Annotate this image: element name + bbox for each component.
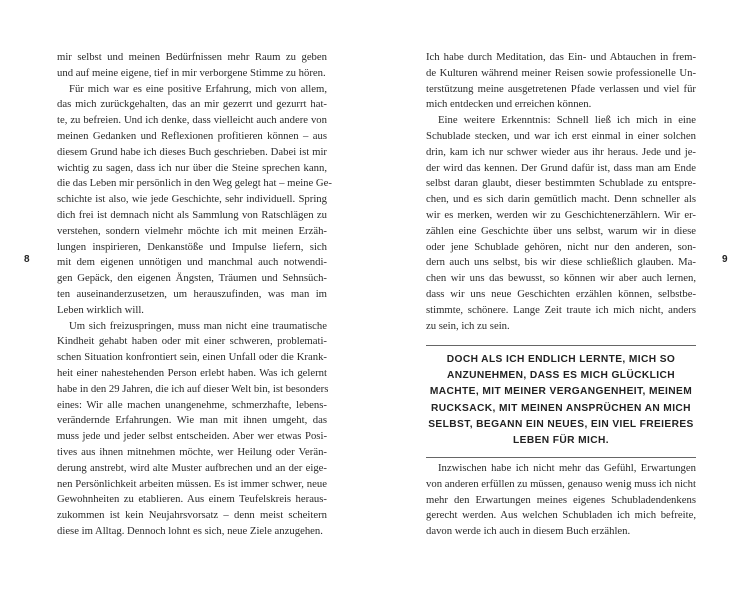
text-line: drin, kam ich nur schwer wieder aus ihr heraus. Jede und je- (426, 145, 696, 158)
text-line: Inzwischen habe ich nicht mehr das Gefühl, Erwartungen (438, 462, 696, 474)
text-line: Ich habe durch Meditation, das Ein- und Abtauchen in frem- (426, 51, 696, 63)
text-line: wir es merken, werden wir zu Geschichtenerzählern. Wir er- (426, 208, 696, 221)
text-line: zählen eine Geschichte über uns selbst, warum wir in diese (426, 224, 696, 237)
text-line: gen Gepäck, den eigenen Ängsten, Träumen und Sehnsüch- (57, 272, 327, 285)
text-line: schen Situation konfrontiert sein, einen Unfall oder die Krank- (57, 351, 327, 364)
text-line: davon werde ich auch in diesem Buch erzählen. (426, 525, 631, 538)
right-page (376, 0, 752, 600)
text-line: chen, und es sich darin gemütlich macht. Denn schneller als (426, 193, 696, 206)
text-line: schichte ist also, wie jede Geschichte, sehr individuell. Spring (57, 193, 327, 206)
left-page-body (57, 50, 332, 540)
text-line: mich entdecken und erreichen können. (426, 98, 592, 111)
pull-quote-line: DOCH ALS ICH ENDLICH LERNTE, MICH SO (446, 354, 676, 365)
text-line: te, zu befreien. Und ich denke, dass vielleicht auch andere von (57, 114, 327, 127)
text-line: Um sich freizuspringen, muss man nicht eine traumatische (69, 319, 327, 332)
text-line: Für mich war es eine positive Erfahrung, mich von allem, (69, 82, 327, 95)
text-line: diese im Alltag. Dennoch lohnt es sich, neue Ziele anzugehen. (57, 524, 323, 537)
text-line: Leben wirklich will. (57, 303, 144, 316)
right-page-closing-body (426, 461, 696, 540)
text-line: dich frei ist demnach nicht als Sammlung von Ratschlägen zu (57, 208, 327, 221)
text-line: meinen Gedanken und Reflexionen profitieren können – aus (57, 129, 327, 142)
text-line: der wird das kennen. Der Grund dafür ist, dass man am Ende (426, 161, 696, 174)
text-line: terstützung meine ausgetretenen Pfade verlassen und viel für (426, 82, 696, 95)
page-number-left: 8 (24, 254, 30, 265)
pull-quote-line: MACHTE, MIT MEINER VERGANGENHEIT, MEINEM (429, 386, 693, 398)
text-line: mit dem eigenen unnötigen und manchmal auch notwendi- (57, 256, 327, 269)
text-line: chen wir uns das bewusst, so können wir aber auch lernen, (426, 272, 696, 285)
text-line: verändernde Erfahrungen. Wie man mit ihnen umgeht, das (57, 414, 327, 427)
text-line: tives aus ihnen mitnehmen möchte, wer Heilung oder Verän- (57, 445, 327, 458)
text-line: Eine weitere Erkenntnis: Schnell ließ ich mich in eine (438, 114, 696, 127)
text-line: gerecht werden. Aus welchen Schubladen ich mich befreite, (426, 509, 696, 522)
text-line: lungen inspirieren, Denkanstöße und Impulse liefern, sich (57, 240, 327, 253)
text-line: diesem Grund habe ich dieses Buch geschrieben. Dabei ist mir (57, 145, 327, 158)
text-line: nen Persönlichkeit arbeiten müssen. Es ist immer schwer, neue (57, 477, 327, 490)
text-line: zu sein, ich zu sein. (426, 319, 510, 332)
text-line: von anderen erfüllen zu müssen, genauso wenig muss ich nicht (426, 477, 696, 490)
text-line: wichtig zu sagen, dass ich nur über die Steine sprechen kann, (57, 161, 327, 174)
text-line: Kindheit gehabt haben oder mit einer schweren, problemati- (57, 335, 327, 348)
text-line: Schublade stecken, und war ich erst einmal in einer solchen (426, 129, 696, 142)
text-line: derung anstrebt, wird alte Muster aufbrechen und an der eige- (57, 461, 327, 474)
pull-quote (426, 345, 696, 458)
text-line: ten auseinanderzusetzen, um herauszufinden, was man im (57, 287, 327, 300)
text-line: oder jene Schublade gehören, nicht nur den anderen, son- (426, 240, 696, 253)
text-line: und auf meine eigene, tief in mir verborgene Stimme zu hören. (57, 66, 326, 79)
text-line: selbst daran glaubt, dieser bestimmten Schublade zu entspre- (426, 177, 696, 190)
text-line: eines: Wir alle machen unangenehme, schmerzhafte, lebens- (57, 398, 327, 411)
text-line: habe in den 29 Jahren, die ich auf dieser Welt bin, ist besonders (57, 382, 329, 395)
pull-quote-line: RUCKSACK, MIT MEINEN ANSPRÜCHEN AN MICH (431, 402, 691, 414)
text-line: das mich zurückgehalten, das an mir gezerrt und gezurrt hat- (57, 98, 327, 111)
text-line: dass wir uns neue Geschichten erzählen können, selbstbe- (426, 287, 696, 300)
text-line: verstehen, sondern vielmehr möchte ich mit meinen Erzäh- (57, 224, 327, 237)
pull-quote-line: LEBEN FÜR MICH. (513, 435, 609, 447)
text-line: stimmte, schönere. Lange Zeit traute ich mich nicht, anders (426, 303, 696, 316)
text-line: mir selbst und meinen Bedürfnissen mehr Raum zu geben (57, 51, 327, 63)
text-line: dern auch uns selbst, bis wir diese schließlich glauben. Ma- (426, 256, 696, 269)
right-page-body (426, 50, 696, 334)
text-line: heit einer nahestehenden Person erlebt haben. Was ich gelernt (57, 366, 327, 379)
pull-quote-line: SELBST, BEGANN EIN NEUES, EIN VIEL FREIERES (428, 418, 694, 430)
text-line: mehr den Erwartungen meines eigenes Schubladendenkens (426, 493, 696, 506)
text-line: die das Leben mir persönlich in den Weg gelegt hat – meine Ge- (57, 177, 332, 190)
text-line: Gewohnheiten zu etablieren. Aus einem Teufelskreis heraus- (57, 493, 327, 506)
pull-quote-line: ANZUNEHMEN, DASS ES MICH GLÜCKLICH (446, 370, 676, 382)
text-line: zukommen ist kein Neujahrsvorsatz – denn meist scheitern (57, 509, 327, 522)
text-line: muss jede und jeder selbst entscheiden. Aber wer etwas Posi- (57, 430, 327, 443)
text-line: de Kulturen während meiner Reisen sowie professionelle Un- (426, 66, 696, 79)
page-number-right: 9 (722, 254, 728, 265)
